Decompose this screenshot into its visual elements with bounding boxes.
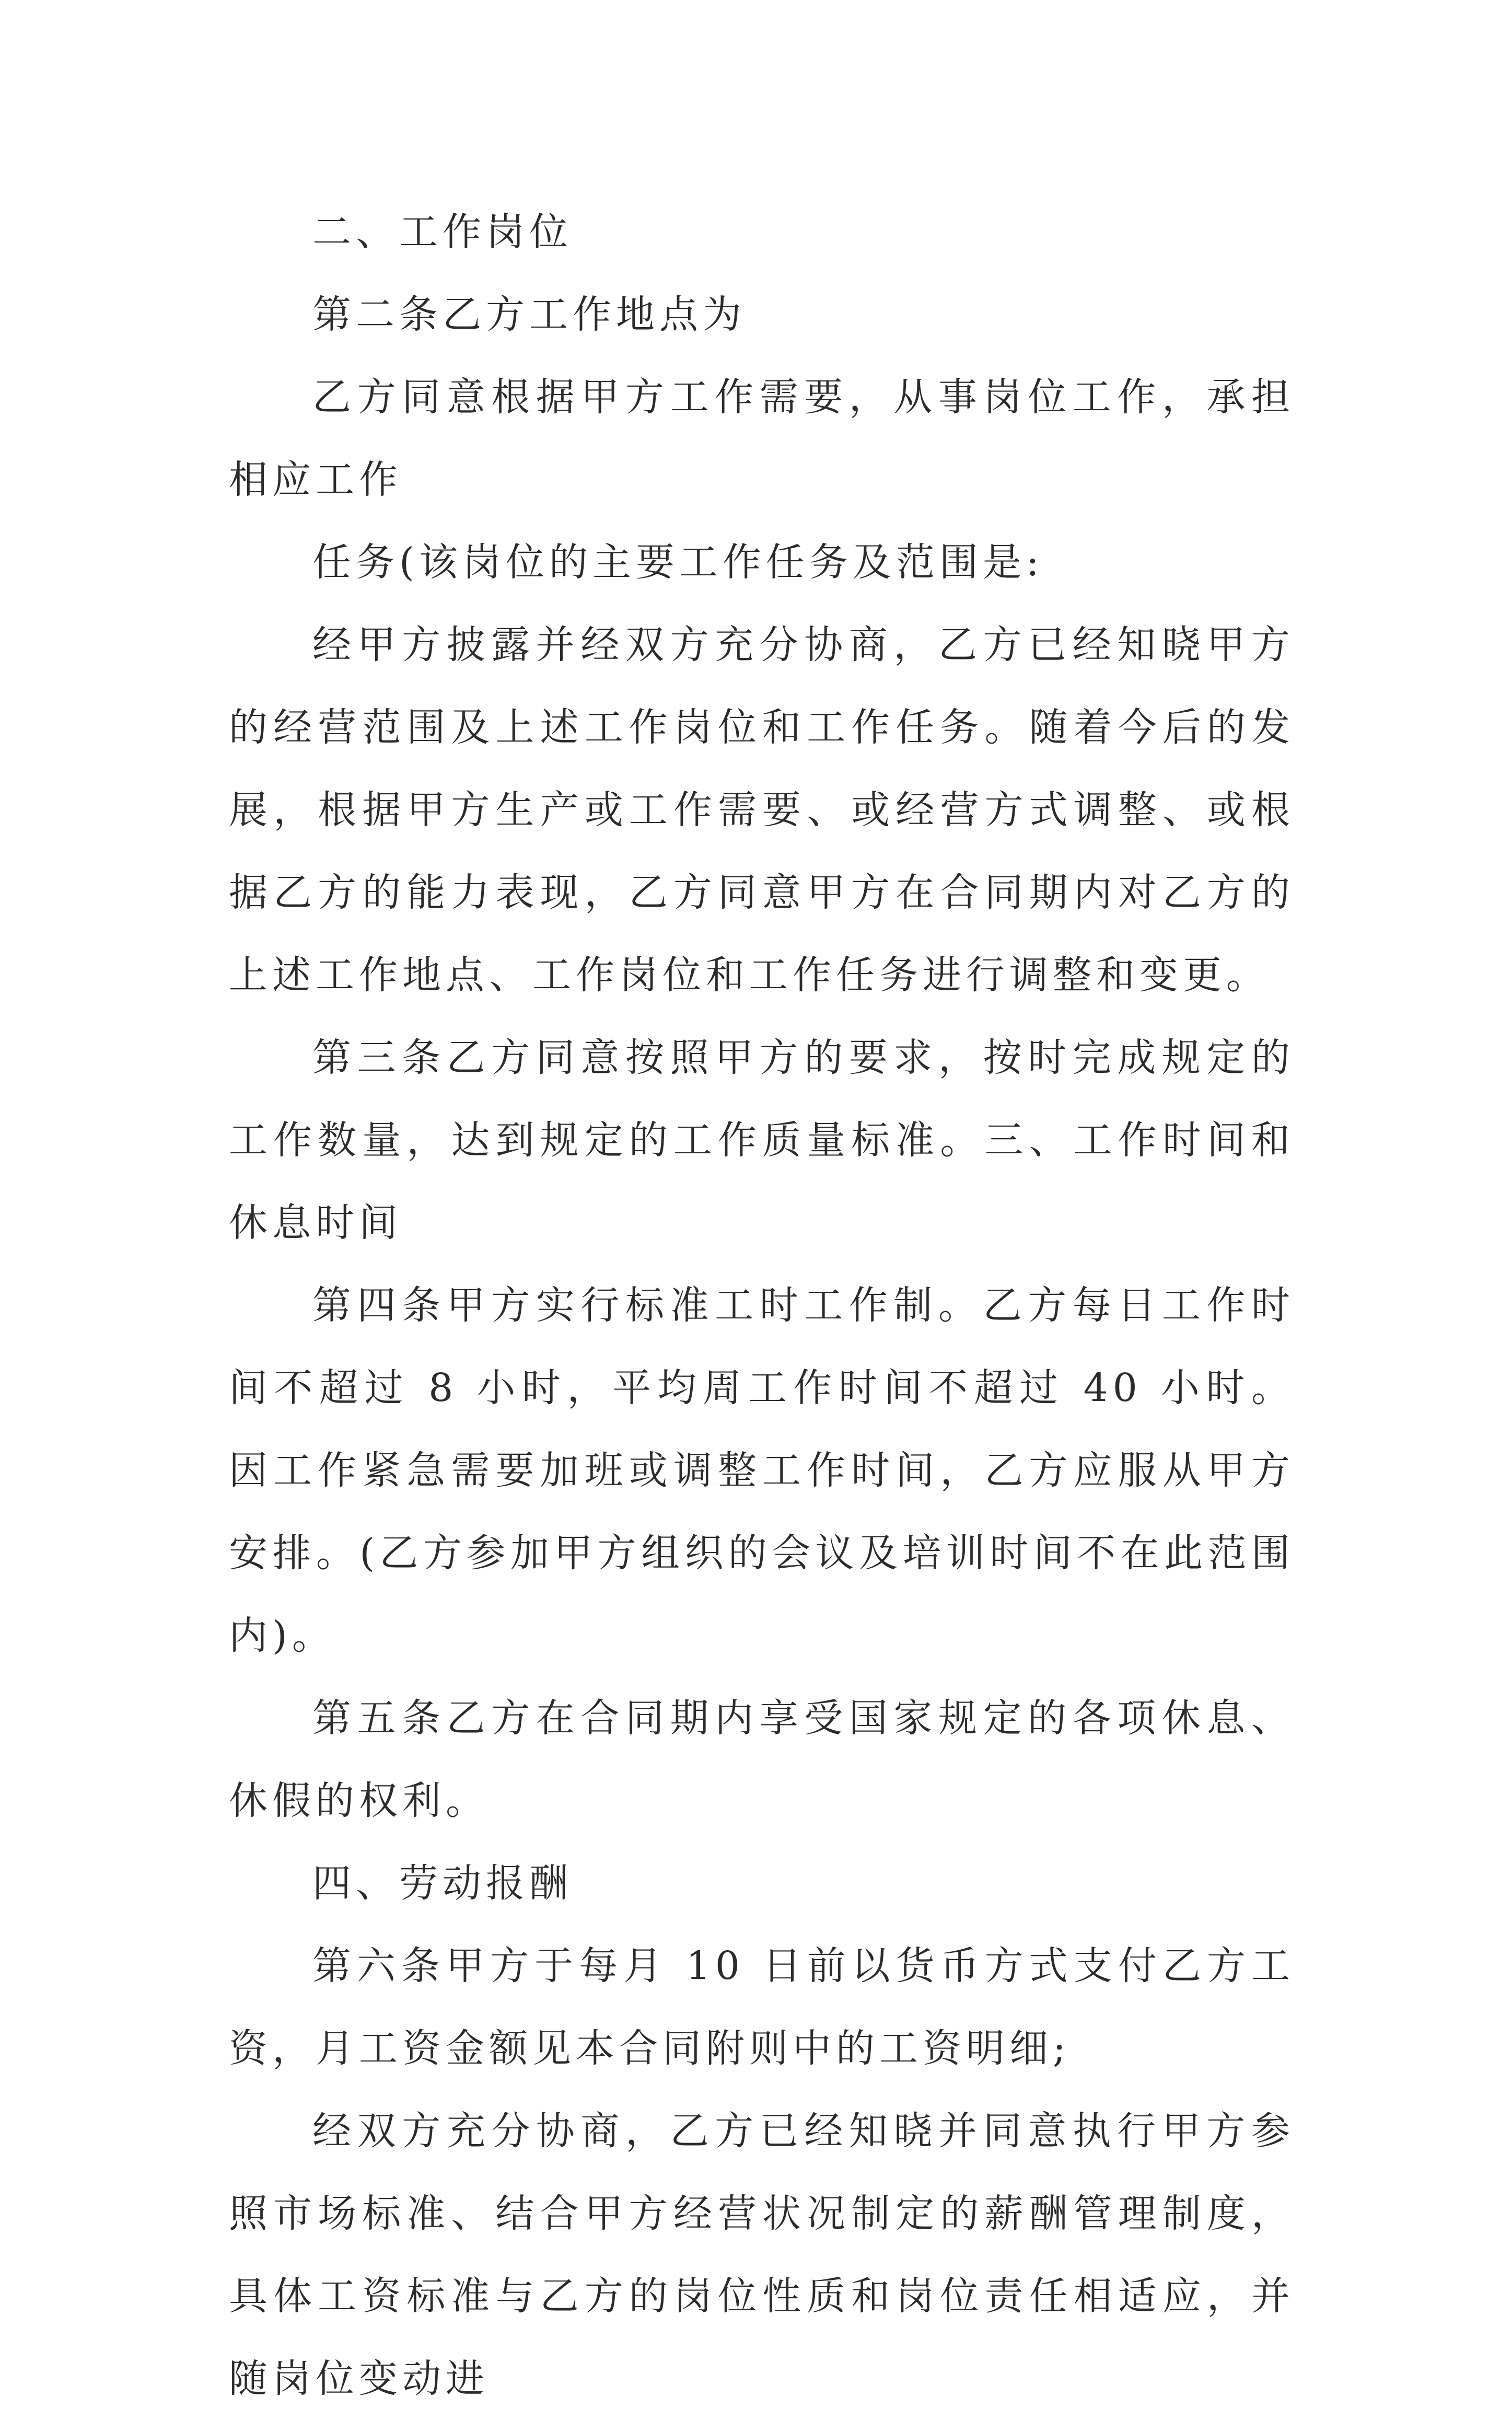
article-3-work-standards: 第三条乙方同意按照甲方的要求，按时完成规定的工作数量，达到规定的工作质量标准。三、工作时间和休息时间: [229, 1035, 1295, 1245]
article-2-position-duty: 乙方同意根据甲方工作需要，从事岗位工作，承担相应工作: [229, 375, 1295, 502]
article-2-task-scope: 任务(该岗位的主要工作任务及范围是:: [312, 540, 1044, 585]
section-heading-remuneration: 四、劳动报酬: [312, 1861, 573, 1906]
article-5-rest-rights: 第五条乙方在合同期内享受国家规定的各项休息、休假的权利。: [229, 1696, 1295, 1823]
article-2-work-location: 第二条乙方工作地点为: [312, 292, 746, 337]
document-body: [229, 191, 1295, 2420]
article-4-working-hours: 第四条甲方实行标准工时工作制。乙方每日工作时间不超过 8 小时，平均周工作时间不超过 40 小时。因工作紧急需要加班或调整工作时间，乙方应服从甲方安排。(乙方参加甲方组织的会议及培训时间不在此范围内)。: [229, 1283, 1295, 1658]
article-6-salary-system: 经双方充分协商，乙方已经知晓并同意执行甲方参照市场标准、结合甲方经营状况制定的薪酬管理制度，具体工资标准与乙方的岗位性质和岗位责任相适应，并随岗位变动进: [229, 2109, 1295, 2401]
section-heading-work-position: 二、工作岗位: [312, 210, 573, 254]
article-2-adjustment-clause: 经甲方披露并经双方充分协商，乙方已经知晓甲方的经营范围及上述工作岗位和工作任务。随着今后的发展，根据甲方生产或工作需要、或经营方式调整、或根据乙方的能力表现，乙方同意甲方在合同期内对乙方的上述工作地点、工作岗位和工作任务进行调整和变更。: [229, 622, 1295, 998]
article-6-salary-payment: 第六条甲方于每月 10 日前以货币方式支付乙方工资，月工资金额见本合同附则中的工资明细;: [229, 1943, 1295, 2071]
